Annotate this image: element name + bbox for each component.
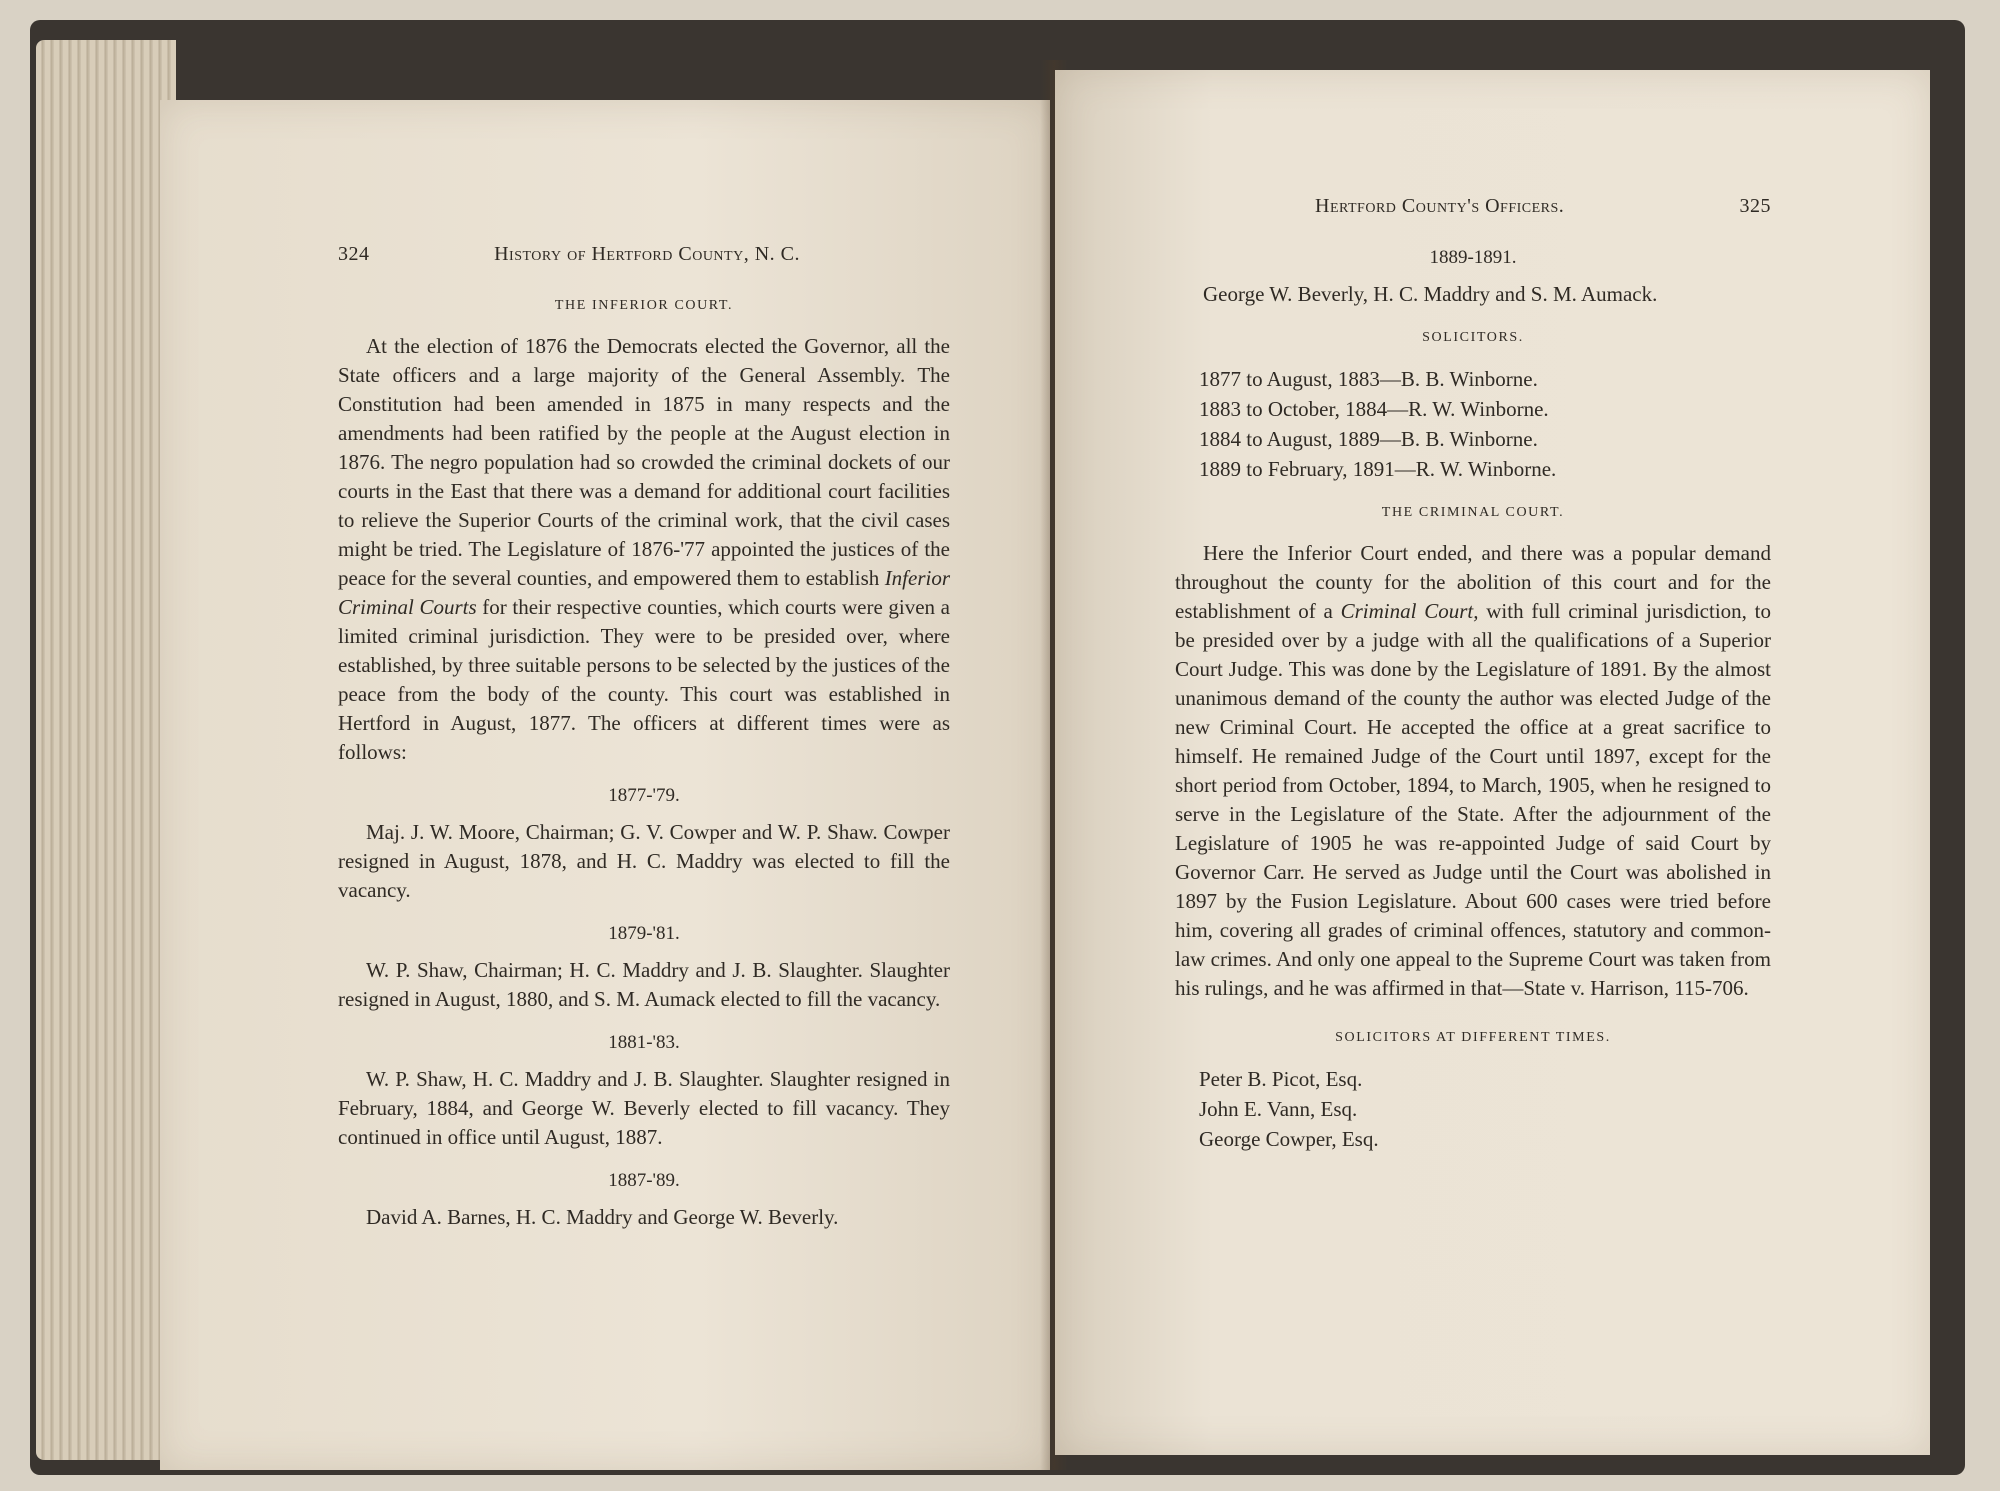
right-page <box>1055 70 1930 1455</box>
term-years: 1887-'89. <box>608 1170 680 1191</box>
term-officers: Maj. J. W. Moore, Chairman; G. V. Cowper and W. P. Shaw. Cowper resigned in August, 1878, and H. C. Maddry was elected to fill the vacancy. <box>338 820 950 902</box>
right-page-number: 325 <box>1739 195 1771 217</box>
list-item: John E. Vann, Esq. <box>1199 1097 1358 1121</box>
intro-text-2: for their respective counties, which courts were given a limited criminal jurisdiction. They were to be presided over, where established, by three suitable persons to be selected by the justices of the peace from the body of the county. This court was established in Hertford in August, 1877. The officers at different times were as follows: <box>338 595 950 764</box>
criminal-text-2: with full criminal jurisdiction, to be presided over by a judge with all the qualifications of a Superior Court Judge. This was done by the Legislature of 1891. By the almost unanimous demand of the county the author was elected Judge of the new Criminal Court. He accepted the office at a great sacrifice to himself. He remained Judge of the Court until 1897, except for the short period from October, 1894, to March, 1905, when he resigned to serve in the Legislature of the State. After the adjournment of the Legislature of 1905 he was re-appointed Judge of said Court by Governor Carr. He served as Judge until the Court was abolished in 1897 by the Fusion Legislature. About 600 cases were tried before him, covering all grades of criminal offences, statutory and common-law crimes. And only one appeal to the Supreme Court was taken from his rulings, and he was affirmed in that—State v. Harrison, 115-706. <box>1175 599 1771 1000</box>
intro-text-1: At the election of 1876 the Democrats elected the Governor, all the State officers and a large majority of the General Assembly. The Constitution had been amended in 1875 in many respects and the amendments had been ratified by the people at the August election in 1876. The negro population had so crowded the criminal dockets of our courts in the East that there was a demand for additional court facilities to relieve the Superior Courts of the criminal work, that the civil cases might be tried. The Legislature of 1876-'77 appointed the justices of the peace for the several counties, and empowered them to establish <box>338 334 950 590</box>
term-years: 1879-'81. <box>608 923 680 944</box>
criminal-court-paragraph <box>1175 539 1771 1003</box>
list-item: 1884 to August, 1889—B. B. Winborne. <box>1199 427 1538 451</box>
right-running-header <box>1175 192 1771 221</box>
solicitors-list <box>1175 364 1771 484</box>
term-years: 1881-'83. <box>608 1032 680 1053</box>
solicitors-heading: SOLICITORS. <box>1422 330 1524 345</box>
term-officers: David A. Barnes, H. C. Maddry and George W. Beverly. <box>366 1205 839 1229</box>
solicitors-times-list <box>1175 1064 1771 1154</box>
left-running-title: History of Hertford County, N. C. <box>494 243 800 265</box>
solicitors-times-heading: SOLICITORS AT DIFFERENT TIMES. <box>1335 1030 1611 1045</box>
term-officers: George W. Beverly, H. C. Maddry and S. M. Aumack. <box>1203 282 1658 306</box>
list-item: 1889 to February, 1891—R. W. Winborne. <box>1199 457 1557 481</box>
inferior-court-heading: THE INFERIOR COURT. <box>554 298 734 313</box>
intro-emphasis: Inferior Criminal Courts <box>338 566 951 619</box>
list-item: 1877 to August, 1883—B. B. Winborne. <box>1199 367 1538 391</box>
term-officers: W. P. Shaw, H. C. Maddry and J. B. Slaughter. Slaughter resigned in February, 1884, and George W. Beverly elected to fill vacancy. They continued in office until August, 1887. <box>338 1067 950 1149</box>
right-page-content <box>1175 192 1771 1162</box>
left-running-header <box>338 240 950 269</box>
term-years: 1877-'79. <box>608 785 680 806</box>
list-item: Peter B. Picot, Esq. <box>1199 1067 1363 1091</box>
page-edges <box>36 40 176 1460</box>
term-years: 1889-1891. <box>1429 247 1517 268</box>
left-page <box>160 100 1050 1470</box>
criminal-emphasis: Criminal Court, <box>1340 599 1479 623</box>
left-page-content <box>338 240 950 1238</box>
right-running-title: Hertford County's Officers. <box>1315 195 1565 217</box>
left-page-number: 324 <box>338 243 370 265</box>
list-item: George Cowper, Esq. <box>1199 1127 1379 1151</box>
term-officers: W. P. Shaw, Chairman; H. C. Maddry and J. B. Slaughter. Slaughter resigned in August, 1880, and S. M. Aumack elected to fill the vacancy. <box>338 958 950 1011</box>
criminal-text-1: Here the Inferior Court ended, and there was a popular demand throughout the county for the abolition of this court and for the establishment of a <box>1175 541 1771 623</box>
inferior-court-paragraph <box>338 332 950 767</box>
list-item: 1883 to October, 1884—R. W. Winborne. <box>1199 397 1549 421</box>
criminal-court-heading: THE CRIMINAL COURT. <box>1381 505 1565 520</box>
